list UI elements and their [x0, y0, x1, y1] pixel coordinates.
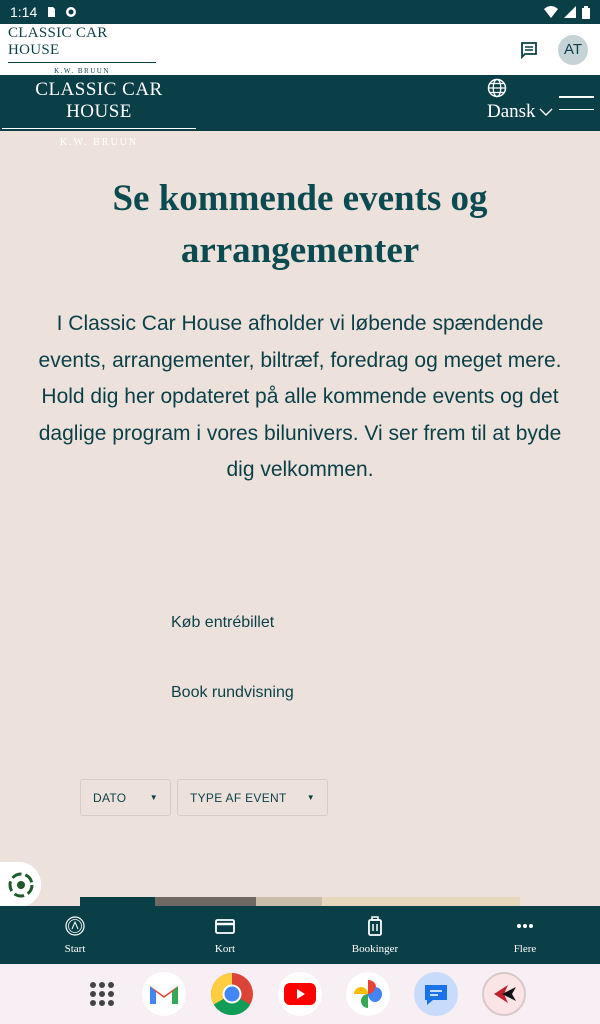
caret-down-icon: ▼ [306, 793, 315, 802]
main-content [0, 131, 600, 906]
app-drawer-icon[interactable] [80, 972, 124, 1016]
buy-ticket-link[interactable]: Køb entrébillet [171, 614, 275, 631]
chevron-down-icon [539, 108, 553, 117]
site-header [0, 75, 600, 148]
message-icon[interactable] [520, 41, 538, 59]
page-title: Se kommende events og arrangementer [112, 178, 488, 271]
sync-icon [65, 6, 77, 18]
caret-down-icon: ▼ [149, 793, 158, 802]
app-logo-subtitle: K.W. BRUUN [54, 66, 110, 75]
accessibility-icon [7, 871, 35, 899]
nav-item-start[interactable] [0, 906, 150, 964]
language-selector[interactable] [487, 101, 553, 123]
status-bar [0, 0, 600, 24]
wifi-icon [544, 6, 558, 18]
nav-item-bookinger[interactable] [300, 906, 450, 964]
nav-label-flere: Flere [513, 943, 537, 955]
site-logo-subtitle: K.W. BRUUN [59, 137, 139, 148]
app-logo-title: CLASSIC CAR HOUSE [8, 25, 156, 63]
logo-icon [64, 915, 86, 937]
nav-item-flere[interactable] [450, 906, 600, 964]
battery-icon [582, 6, 590, 19]
messages-icon[interactable] [414, 972, 458, 1016]
event-type-filter-dropdown[interactable] [177, 779, 328, 816]
nav-label-start: Start [64, 943, 86, 955]
nav-item-kort[interactable] [150, 906, 300, 964]
app-dock [0, 964, 600, 1024]
accessibility-button[interactable] [0, 862, 41, 907]
youtube-icon[interactable] [278, 972, 322, 1016]
menu-icon[interactable] [559, 96, 594, 110]
date-filter-label: DATO [93, 790, 127, 805]
intro-text: I Classic Car House afholder vi løbende spændende events, arrangementer, biltræf, foredrag og meget mere. Hold dig her opdateret på alle kommende events og det daglige program i vores bilunivers. Vi ser frem til at byde dig velkommen. [38, 312, 562, 481]
nav-label-bookinger: Bookinger [351, 943, 399, 955]
event-type-filter-label: TYPE AF EVENT [190, 790, 287, 805]
app-icon[interactable] [482, 972, 526, 1016]
language-label: Dansk [487, 101, 536, 122]
app-bar [0, 24, 600, 75]
cell-signal-icon [564, 6, 576, 18]
gmail-icon[interactable] [142, 972, 186, 1016]
card-icon [214, 915, 236, 937]
book-tour-link[interactable]: Book rundvisning [171, 684, 294, 701]
app-logo[interactable] [8, 25, 156, 75]
site-logo-title: CLASSIC CAR HOUSE [2, 79, 196, 129]
more-icon [514, 915, 536, 937]
date-filter-dropdown[interactable] [80, 779, 171, 816]
avatar[interactable]: AT [558, 35, 588, 65]
nav-label-kort: Kort [214, 943, 236, 955]
bottom-nav [0, 906, 600, 964]
photos-icon[interactable] [346, 972, 390, 1016]
ticket-icon [364, 915, 386, 937]
event-image[interactable] [80, 897, 520, 906]
globe-icon[interactable] [487, 78, 507, 98]
sim-card-icon [45, 6, 57, 18]
status-time: 1:14 [10, 4, 38, 20]
chrome-icon[interactable] [210, 972, 254, 1016]
